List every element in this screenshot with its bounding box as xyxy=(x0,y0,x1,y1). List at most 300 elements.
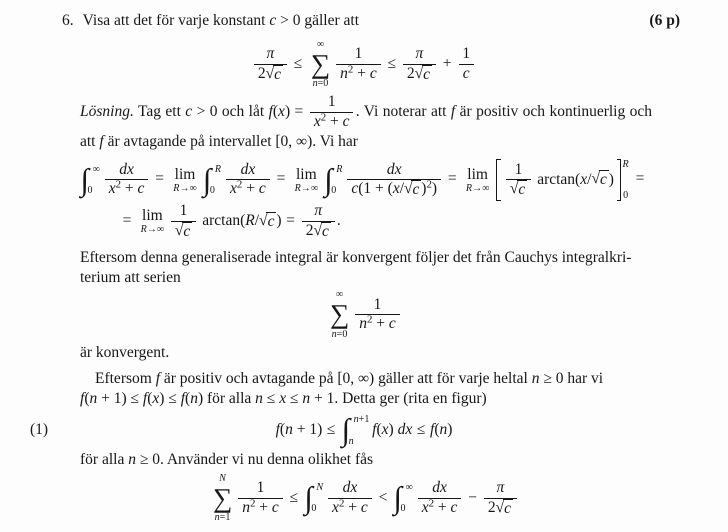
math-variable: f xyxy=(372,420,377,438)
math-integral-upper xyxy=(336,164,342,175)
radical-icon: √ xyxy=(265,65,275,83)
math-text: + xyxy=(372,315,389,333)
math-fraction xyxy=(226,161,269,200)
math-row xyxy=(462,45,470,62)
math-integral-upper xyxy=(215,164,221,175)
math-limit-word: lim xyxy=(467,165,488,183)
math-variable: x xyxy=(421,498,429,516)
math-text: ≤ xyxy=(286,390,303,408)
math-limit xyxy=(173,166,196,194)
radical-icon: √ xyxy=(313,221,322,239)
math-text: + xyxy=(242,180,259,198)
math-fraction xyxy=(254,45,287,84)
math-text: ≥ 0 har vi xyxy=(539,370,604,388)
math-sum-lower xyxy=(215,512,231,524)
math-row xyxy=(340,65,377,82)
radical-icon: √ xyxy=(259,211,268,229)
math-integral-lower xyxy=(331,185,336,196)
math-text: (1 + ( xyxy=(358,180,393,198)
math-text: för alla xyxy=(80,450,129,468)
math-text: ) = xyxy=(284,103,308,121)
math-variable: f xyxy=(450,103,456,121)
math-sqrt-body xyxy=(266,212,276,231)
math-variable: c xyxy=(342,113,350,131)
math-numerator xyxy=(263,45,279,64)
math-row xyxy=(423,66,430,83)
integral-icon: ∫ xyxy=(393,479,403,515)
math-sum xyxy=(330,289,349,340)
math-row xyxy=(95,370,603,387)
math-text: ) för alla xyxy=(197,390,256,408)
math-variable: π xyxy=(314,201,323,219)
math-row xyxy=(332,329,348,340)
math-limit-sub xyxy=(295,183,318,194)
math-variable: dx xyxy=(386,160,402,178)
equation-series xyxy=(0,289,728,340)
math-row xyxy=(83,12,359,29)
sum-icon: ∑ xyxy=(212,482,233,513)
math-row xyxy=(215,512,231,523)
math-integral-scripts xyxy=(88,164,100,197)
equation-final xyxy=(0,473,728,524)
math-row xyxy=(422,499,458,516)
math-text: ( xyxy=(376,420,382,438)
math-text: →∞ xyxy=(146,224,165,236)
math-numerator xyxy=(351,45,367,64)
math-variable: f xyxy=(275,420,280,438)
math-integral xyxy=(304,479,324,515)
math-superscript: 2 xyxy=(338,497,345,510)
math-numerator xyxy=(324,93,340,112)
math-text: Visa att det för varje konstant xyxy=(82,12,270,29)
math-text: ) xyxy=(447,420,453,438)
integral-icon: ∫ xyxy=(80,161,90,197)
math-sum xyxy=(213,473,232,524)
math-text: Tag ett xyxy=(133,103,186,121)
math-row xyxy=(257,479,265,496)
math-integral xyxy=(342,414,370,447)
math-variable: π xyxy=(415,45,424,63)
math-variable: f xyxy=(430,420,435,438)
math-integral xyxy=(324,161,343,197)
math-variable: c xyxy=(137,180,145,198)
math-text: 1 xyxy=(514,160,523,178)
math-row xyxy=(623,190,628,201)
math-denominator xyxy=(506,179,531,199)
math-limit-word: lim xyxy=(295,165,317,183)
math-sqrt-body xyxy=(321,222,331,241)
math-sqrt xyxy=(415,65,432,84)
math-sqrt-body xyxy=(422,65,432,84)
math-operator: = xyxy=(286,211,295,229)
math-row xyxy=(600,171,607,188)
math-text: →∞ xyxy=(179,182,197,194)
math-text: 2 xyxy=(257,65,266,83)
math-operator: = xyxy=(276,170,286,188)
math-variable: n xyxy=(348,435,354,447)
math-variable: N xyxy=(219,472,226,484)
math-variable: dx xyxy=(397,420,413,438)
math-fraction xyxy=(105,161,148,200)
math-variable: R xyxy=(622,158,629,170)
math-text: / xyxy=(587,170,592,188)
math-superscript: 2 xyxy=(347,63,354,76)
math-text: 0 xyxy=(400,503,406,515)
integral-icon: ∫ xyxy=(202,161,212,197)
math-numerator xyxy=(176,202,192,221)
radical-icon: √ xyxy=(509,180,519,198)
math-variable: c xyxy=(412,181,420,199)
math-limit xyxy=(295,166,318,194)
math-text: + xyxy=(434,498,451,516)
math-variable: n xyxy=(242,498,250,516)
math-row xyxy=(210,185,215,196)
equation-number: (1) xyxy=(30,421,49,439)
math-row xyxy=(275,412,453,448)
math-text: är positiv och avtagande på [0, ∞) gäller att för varje heltal xyxy=(160,370,532,388)
math-denominator xyxy=(484,498,517,518)
math-row xyxy=(180,202,188,219)
math-text: ≥ 0. Använder vi nu denna olikhet fås xyxy=(135,450,374,468)
math-row xyxy=(316,482,323,493)
math-row xyxy=(416,45,424,62)
math-superscript: 2 xyxy=(367,314,373,327)
math-denominator xyxy=(238,498,282,518)
math-limit-sub xyxy=(141,224,164,235)
math-integral xyxy=(202,161,222,197)
math-variable: R xyxy=(336,163,343,175)
math-text: =1 xyxy=(219,511,231,523)
math-row xyxy=(79,158,649,201)
math-numerator xyxy=(115,161,137,180)
problem-statement xyxy=(83,12,359,30)
math-operator: = xyxy=(635,170,645,188)
math-variable: x xyxy=(332,498,339,516)
math-limit-word: lim xyxy=(174,165,196,183)
math-variable: R xyxy=(294,182,301,194)
math-text: / xyxy=(254,211,260,229)
math-integral-lower xyxy=(88,185,93,196)
math-text: ∞ xyxy=(92,163,100,175)
math-row xyxy=(173,183,196,194)
math-variable: π xyxy=(496,478,505,496)
math-sqrt xyxy=(510,180,527,199)
math-superscript: 2 xyxy=(115,178,122,191)
math-numerator xyxy=(370,296,386,315)
math-operator: ≤ xyxy=(326,420,336,438)
math-variable: c xyxy=(274,66,282,84)
math-numerator xyxy=(412,45,428,64)
math-text: ∞ xyxy=(405,481,413,493)
math-row xyxy=(141,224,164,235)
math-text: + 1) xyxy=(292,420,323,438)
math-text: 0 xyxy=(87,185,93,197)
math-text: 2 xyxy=(487,498,496,516)
math-text: arctan( xyxy=(533,170,581,188)
math-sqrt xyxy=(591,170,608,189)
math-row xyxy=(209,472,519,523)
math-integral-scripts xyxy=(332,164,343,197)
math-variable: c xyxy=(599,171,607,189)
math-row xyxy=(230,180,266,197)
math-text: är avtagande på intervallet [0, ∞). Vi har xyxy=(103,133,358,151)
math-text: 2 xyxy=(305,221,314,239)
math-row xyxy=(274,66,281,83)
math-variable: c xyxy=(258,180,266,198)
radical-icon: √ xyxy=(414,65,424,83)
math-row xyxy=(80,93,653,151)
math-text: 1 xyxy=(327,93,336,111)
math-numerator xyxy=(511,161,527,180)
math-variable: f xyxy=(99,133,104,151)
math-denominator xyxy=(418,498,461,518)
math-row xyxy=(119,161,134,178)
math-operator: ≤ xyxy=(289,488,299,506)
radical-icon: √ xyxy=(404,180,413,198)
math-text: ) xyxy=(421,180,427,198)
math-text: 1 xyxy=(462,45,471,63)
math-row xyxy=(432,479,447,496)
paragraph-cauchy-line1: Eftersom denna generaliserade integral är konvergent följer det från Cauchys integralkri- xyxy=(80,248,632,266)
math-variable: c xyxy=(462,65,470,83)
math-variable: R xyxy=(173,182,180,194)
math-numerator xyxy=(339,479,361,498)
math-sqrt-body xyxy=(503,499,513,518)
math-text: ∞ xyxy=(316,39,325,50)
math-row xyxy=(322,223,329,240)
math-text: ≤ xyxy=(262,390,280,408)
math-denominator xyxy=(328,498,371,518)
equation-sandwich xyxy=(0,414,728,447)
equation-claim xyxy=(0,39,728,90)
math-variable: R xyxy=(465,182,473,194)
math-fraction xyxy=(347,161,440,200)
math-denominator xyxy=(310,112,353,132)
math-row xyxy=(510,180,527,197)
math-variable: x xyxy=(279,390,287,408)
math-text: ( xyxy=(272,103,279,121)
math-operator: = xyxy=(155,170,164,188)
math-variable: c xyxy=(183,222,191,240)
math-denominator xyxy=(302,221,335,241)
math-text: + 1) ≤ xyxy=(97,390,143,408)
integral-icon: ∫ xyxy=(304,479,313,515)
math-variable: x xyxy=(313,113,321,131)
math-variable: n xyxy=(531,370,540,388)
math-denominator xyxy=(403,64,436,84)
math-variable: n xyxy=(312,78,318,90)
math-text: ( xyxy=(434,420,440,438)
math-variable: R xyxy=(214,163,222,175)
math-row xyxy=(331,185,336,196)
math-bracket-upper xyxy=(623,159,629,170)
math-denominator xyxy=(171,221,196,241)
math-variable: n xyxy=(340,65,348,83)
math-variable: R xyxy=(245,211,255,229)
math-text: ) xyxy=(431,180,438,198)
math-variable: dx xyxy=(432,478,447,496)
math-text: ) xyxy=(388,420,398,438)
math-text: ) xyxy=(276,211,282,229)
math-variable: x xyxy=(152,390,160,408)
math-text: ∞ xyxy=(335,289,344,301)
math-sum-lower xyxy=(313,78,329,90)
math-variable: x xyxy=(392,180,400,198)
math-row xyxy=(241,161,256,178)
math-fraction xyxy=(484,479,517,518)
math-text: 1 xyxy=(179,201,188,219)
problem-header xyxy=(62,12,680,30)
math-integral xyxy=(393,479,413,515)
math-row xyxy=(326,289,402,340)
math-variable: n xyxy=(128,450,136,468)
math-text: + xyxy=(255,498,272,516)
math-limit-sub xyxy=(466,183,489,194)
math-row xyxy=(252,39,477,90)
math-numerator xyxy=(458,45,474,64)
math-text: + xyxy=(344,498,361,516)
math-variable: f xyxy=(155,370,161,388)
math-sqrt-body xyxy=(599,170,609,189)
math-integral-lower xyxy=(311,503,316,514)
math-text: ( xyxy=(279,420,286,438)
math-variable: n xyxy=(285,420,293,438)
math-row xyxy=(314,202,322,219)
math-integral xyxy=(80,161,100,197)
math-operator: ≤ xyxy=(293,55,303,73)
math-text: 1 xyxy=(256,478,265,496)
points-badge: (6 p) xyxy=(649,12,680,29)
math-text: 1 xyxy=(373,295,382,313)
math-superscript: 2 xyxy=(236,178,243,191)
math-fraction xyxy=(310,93,353,132)
math-text: =0 xyxy=(317,78,329,90)
math-fraction xyxy=(418,479,461,518)
math-fraction xyxy=(238,479,282,518)
sum-icon: ∑ xyxy=(329,299,350,330)
math-variable: f xyxy=(268,103,273,121)
math-row xyxy=(413,181,420,198)
paragraph-monotone-line1 xyxy=(80,369,652,389)
math-numerator xyxy=(493,479,509,498)
math-numerator xyxy=(428,479,450,498)
math-text: ( xyxy=(147,390,153,408)
math-row xyxy=(623,159,629,170)
math-text: =0 xyxy=(336,328,348,340)
math-bracket-content xyxy=(501,159,617,201)
math-bracket-lower xyxy=(623,190,629,201)
math-variable: n xyxy=(353,414,359,426)
math-variable: n xyxy=(214,511,220,523)
math-row xyxy=(306,222,331,239)
math-numerator xyxy=(253,479,269,498)
math-fraction xyxy=(403,45,436,84)
math-fraction xyxy=(171,202,196,241)
math-row xyxy=(349,436,354,447)
math-sum xyxy=(311,39,330,90)
math-text: 0 xyxy=(623,189,629,201)
math-variable: c xyxy=(423,66,431,84)
math-row xyxy=(118,201,341,240)
math-row xyxy=(109,180,145,197)
math-variable: c xyxy=(185,103,193,121)
math-denominator xyxy=(226,179,269,199)
math-row xyxy=(359,315,396,332)
math-fraction xyxy=(328,479,371,518)
math-variable: c xyxy=(369,65,377,83)
math-bracket-group xyxy=(496,159,628,201)
math-row xyxy=(314,113,350,130)
math-variable: π xyxy=(266,45,275,63)
math-row xyxy=(343,479,358,496)
math-row xyxy=(504,161,614,200)
paragraph-cauchy-line2: terium att serien xyxy=(80,268,181,286)
math-sqrt xyxy=(404,180,421,199)
math-integral-scripts xyxy=(312,482,323,515)
math-row xyxy=(219,473,226,484)
math-operator: = xyxy=(122,211,132,229)
math-integral-lower xyxy=(349,436,354,447)
math-row xyxy=(466,183,489,194)
math-row xyxy=(496,479,504,496)
math-text: ) xyxy=(608,170,614,188)
math-row xyxy=(518,181,525,198)
math-sqrt-body xyxy=(182,222,192,241)
math-text: 0 xyxy=(209,185,215,197)
math-text: + 1. Detta ger (rita en figur) xyxy=(310,390,487,408)
math-text: ( xyxy=(84,390,90,408)
math-denominator xyxy=(254,64,287,84)
math-text: > 0 gäller att xyxy=(276,12,360,29)
math-variable: n xyxy=(190,390,198,408)
math-variable: n xyxy=(255,390,263,408)
math-text: > 0 och låt xyxy=(192,103,269,121)
math-row xyxy=(407,65,432,82)
math-operator: < xyxy=(378,488,388,506)
math-row xyxy=(463,65,470,82)
math-text: 0 xyxy=(331,185,337,197)
math-row xyxy=(242,499,279,516)
right-bracket-icon xyxy=(617,159,622,201)
math-fraction xyxy=(458,45,474,84)
math-text: / xyxy=(399,180,405,198)
math-text: arctan( xyxy=(198,211,246,229)
math-operator: ≤ xyxy=(387,55,397,73)
math-bracket-scripts xyxy=(623,159,629,201)
numbered-equation-block xyxy=(0,414,728,447)
math-row xyxy=(515,161,523,178)
math-row xyxy=(351,180,437,197)
math-denominator xyxy=(459,64,474,84)
math-variable: c xyxy=(450,498,458,516)
math-integral-upper xyxy=(354,414,370,425)
math-row xyxy=(268,213,275,230)
math-integral-scripts xyxy=(401,482,413,515)
math-row xyxy=(183,223,190,240)
radical-icon: √ xyxy=(591,170,600,188)
math-row xyxy=(504,500,511,517)
math-fraction xyxy=(506,161,531,200)
math-denominator xyxy=(105,179,148,199)
math-integral-upper xyxy=(93,164,100,175)
math-row xyxy=(88,185,93,196)
math-variable: c xyxy=(269,12,277,29)
math-text: ) ≤ xyxy=(159,390,181,408)
math-variable: N xyxy=(316,481,324,493)
math-row xyxy=(336,164,342,175)
math-sqrt xyxy=(259,212,276,231)
math-sqrt-body xyxy=(273,65,283,84)
